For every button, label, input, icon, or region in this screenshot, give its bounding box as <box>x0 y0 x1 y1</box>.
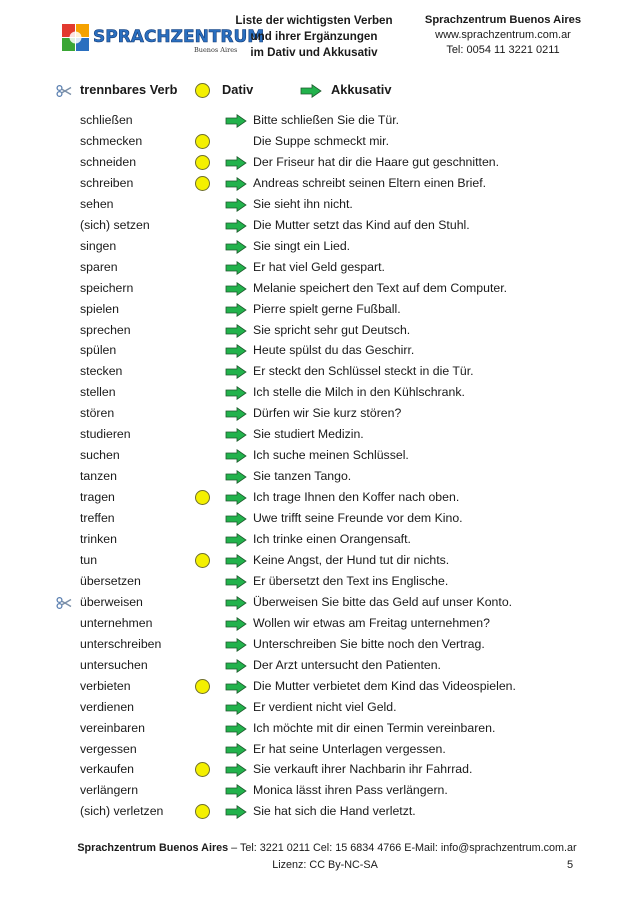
list-item <box>0 279 638 300</box>
title-line: Liste der wichtigsten Verben <box>235 14 393 27</box>
dativ-circle-icon <box>195 134 210 149</box>
list-item <box>0 111 638 132</box>
verb-label: speichern <box>80 280 134 295</box>
example-sentence: Er steckt den Schlüssel steckt in die Tür. <box>253 364 474 379</box>
list-item <box>0 237 638 258</box>
dativ-circle-icon <box>195 83 210 98</box>
verb-label: unterschreiben <box>80 636 162 651</box>
akkusativ-arrow-icon <box>225 240 247 254</box>
verb-label: singen <box>80 238 117 253</box>
verb-label: übersetzen <box>80 573 141 588</box>
akkusativ-arrow-icon <box>225 386 247 400</box>
document-title <box>228 13 400 61</box>
verb-label: verbieten <box>80 678 131 693</box>
list-item <box>0 781 638 802</box>
dativ-circle-icon <box>195 490 210 505</box>
footer-contact: – Tel: 3221 0211 Cel: 15 6834 4766 E-Mail: info@sprachzentrum.com.ar <box>228 842 577 854</box>
list-item <box>0 153 638 174</box>
akkusativ-arrow-icon <box>225 575 247 589</box>
verb-label: (sich) verletzen <box>80 804 164 819</box>
example-sentence: Der Friseur hat dir die Haare gut geschnitten. <box>253 154 500 169</box>
list-item <box>0 404 638 425</box>
akkusativ-arrow-icon <box>225 261 247 275</box>
verb-label: vergessen <box>80 741 137 756</box>
akkusativ-arrow-icon <box>225 324 247 338</box>
verb-label: schneiden <box>80 154 137 169</box>
akkusativ-arrow-icon <box>225 470 247 484</box>
verb-label: stören <box>80 406 115 421</box>
footer-org: Sprachzentrum Buenos Aires <box>77 842 229 854</box>
verb-label: schmecken <box>80 133 143 148</box>
akkusativ-arrow-icon <box>225 344 247 358</box>
akkusativ-arrow-icon <box>225 512 247 526</box>
example-sentence: Keine Angst, der Hund tut dir nichts. <box>253 552 450 567</box>
footer-license: Lizenz: CC By-NC-SA <box>272 859 378 871</box>
example-sentence: Sie spricht sehr gut Deutsch. <box>253 322 411 337</box>
list-item <box>0 740 638 761</box>
title-line: und ihrer Ergänzungen <box>250 30 378 43</box>
example-sentence: Melanie speichert den Text auf dem Computer. <box>253 280 508 295</box>
list-item <box>0 341 638 362</box>
akkusativ-arrow-icon <box>225 701 247 715</box>
logo-wordmark: SPRACHZENTRUM <box>93 27 265 47</box>
verb-label: unternehmen <box>80 615 153 630</box>
list-item <box>0 216 638 237</box>
example-sentence: Sie tanzen Tango. <box>253 469 352 484</box>
akkusativ-arrow-icon <box>225 407 247 421</box>
example-sentence: Ich trage Ihnen den Koffer nach oben. <box>253 490 460 505</box>
akkusativ-arrow-icon <box>225 156 247 170</box>
list-item <box>0 572 638 593</box>
list-item <box>0 425 638 446</box>
list-item <box>0 719 638 740</box>
verb-label: tun <box>80 552 98 567</box>
akkusativ-arrow-icon <box>225 722 247 736</box>
akkusativ-arrow-icon <box>225 491 247 505</box>
verb-label: spielen <box>80 301 119 316</box>
akkusativ-arrow-icon <box>300 84 322 98</box>
akkusativ-arrow-icon <box>225 680 247 694</box>
example-sentence: Ich möchte mit dir einen Termin vereinbaren. <box>253 720 496 735</box>
example-sentence: Die Suppe schmeckt mir. <box>253 133 389 148</box>
contact-phone: Tel: 0054 11 3221 0211 <box>446 44 560 56</box>
akkusativ-arrow-icon <box>225 617 247 631</box>
verb-label: stecken <box>80 364 123 379</box>
list-item <box>0 614 638 635</box>
verb-label: schließen <box>80 113 133 127</box>
akkusativ-arrow-icon <box>225 638 247 652</box>
list-item <box>0 593 638 614</box>
list-item <box>0 321 638 342</box>
list-item <box>0 174 638 195</box>
akkusativ-arrow-icon <box>225 449 247 463</box>
example-sentence: Andreas schreibt seinen Eltern einen Brief. <box>253 175 487 190</box>
verb-label: tanzen <box>80 469 117 484</box>
list-item <box>0 362 638 383</box>
verb-label: vereinbaren <box>80 720 145 735</box>
verb-label: verdienen <box>80 699 135 714</box>
title-line: im Dativ und Akkusativ <box>250 46 378 59</box>
verb-label: stellen <box>80 385 116 400</box>
akkusativ-arrow-icon <box>225 659 247 673</box>
column-dativ: Dativ <box>222 82 254 97</box>
verb-label: treffen <box>80 511 115 526</box>
list-item <box>0 132 638 153</box>
akkusativ-arrow-icon <box>225 533 247 547</box>
column-akkusativ: Akkusativ <box>331 82 392 97</box>
list-item <box>0 698 638 719</box>
example-sentence: Überweisen Sie bitte das Geld auf unser Konto. <box>253 594 513 609</box>
list-item <box>0 635 638 656</box>
example-sentence: Sie hat sich die Hand verletzt. <box>253 804 416 819</box>
example-sentence: Pierre spielt gerne Fußball. <box>253 301 401 316</box>
example-sentence: Ich trinke einen Orangensaft. <box>253 532 411 546</box>
example-sentence: Heute spülst du das Geschirr. <box>253 343 415 358</box>
list-item <box>0 300 638 321</box>
example-sentence: Wollen wir etwas am Freitag unternehmen? <box>253 615 490 630</box>
akkusativ-arrow-icon <box>225 428 247 442</box>
verb-label: trinken <box>80 532 117 546</box>
example-sentence: Ich suche meinen Schlüssel. <box>253 448 409 463</box>
page-number: 5 <box>567 859 574 871</box>
scissors-icon <box>56 84 72 98</box>
example-sentence: Sie verkauft ihrer Nachbarin ihr Fahrrad. <box>253 762 473 777</box>
contact-info <box>418 13 588 58</box>
example-sentence: Sie studiert Medizin. <box>253 427 364 442</box>
verb-label: schreiben <box>80 175 134 190</box>
example-sentence: Sie sieht ihn nicht. <box>253 196 353 211</box>
dativ-circle-icon <box>195 762 210 777</box>
verb-label: suchen <box>80 448 120 463</box>
example-sentence: Die Mutter verbietet dem Kind das Videospielen. <box>253 678 516 693</box>
example-sentence: Er verdient nicht viel Geld. <box>253 699 397 714</box>
example-sentence: Ich stelle die Milch in den Kühlschrank. <box>253 385 465 400</box>
list-item <box>0 551 638 572</box>
akkusativ-arrow-icon <box>225 114 247 128</box>
akkusativ-arrow-icon <box>225 282 247 296</box>
dativ-circle-icon <box>195 679 210 694</box>
example-sentence: Er übersetzt den Text ins Englische. <box>253 573 449 588</box>
contact-name: Sprachzentrum Buenos Aires <box>424 14 582 26</box>
akkusativ-arrow-icon <box>225 805 247 819</box>
dativ-circle-icon <box>195 804 210 819</box>
column-headers <box>0 82 638 100</box>
akkusativ-arrow-icon <box>225 198 247 212</box>
verb-label: sparen <box>80 259 118 274</box>
verb-label: (sich) setzen <box>80 217 150 232</box>
list-item <box>0 383 638 404</box>
list-item <box>0 677 638 698</box>
verb-label: untersuchen <box>80 657 148 672</box>
verb-label: sprechen <box>80 322 131 337</box>
akkusativ-arrow-icon <box>225 743 247 757</box>
page-header <box>0 0 638 80</box>
column-verb: trennbares Verb <box>80 82 178 97</box>
verb-label: studieren <box>80 427 131 442</box>
example-sentence: Dürfen wir Sie kurz stören? <box>253 406 402 421</box>
list-item <box>0 530 638 551</box>
example-sentence: Monica lässt ihren Pass verlängern. <box>253 783 448 798</box>
list-item <box>0 195 638 216</box>
dativ-circle-icon <box>195 155 210 170</box>
akkusativ-arrow-icon <box>225 784 247 798</box>
akkusativ-arrow-icon <box>225 596 247 610</box>
example-sentence: Unterschreiben Sie bitte noch den Vertrag. <box>253 636 485 651</box>
verb-label: verkaufen <box>80 762 135 777</box>
verb-label: tragen <box>80 490 115 505</box>
verb-label: verlängern <box>80 783 139 798</box>
dativ-circle-icon <box>195 553 210 568</box>
example-sentence: Er hat viel Geld gespart. <box>253 259 385 274</box>
contact-website: www.sprachzentrum.com.ar <box>435 29 571 41</box>
example-sentence: Der Arzt untersucht den Patienten. <box>253 657 441 672</box>
list-item <box>0 467 638 488</box>
list-item <box>0 446 638 467</box>
akkusativ-arrow-icon <box>225 554 247 568</box>
list-item <box>0 656 638 677</box>
example-sentence: Sie singt ein Lied. <box>253 238 351 253</box>
dativ-circle-icon <box>195 176 210 191</box>
example-sentence: Uwe trifft seine Freunde vor dem Kino. <box>253 511 463 526</box>
akkusativ-arrow-icon <box>225 177 247 191</box>
verb-label: spülen <box>80 343 117 358</box>
example-sentence: Die Mutter setzt das Kind auf den Stuhl. <box>253 217 470 232</box>
example-sentence: Er hat seine Unterlagen vergessen. <box>253 741 446 756</box>
verb-label: sehen <box>80 196 114 211</box>
logo-subtext: Buenos Aires <box>194 46 238 54</box>
akkusativ-arrow-icon <box>225 219 247 233</box>
example-sentence: Bitte schließen Sie die Tür. <box>253 113 400 127</box>
akkusativ-arrow-icon <box>225 763 247 777</box>
akkusativ-arrow-icon <box>225 365 247 379</box>
scissors-icon <box>56 596 72 610</box>
list-item <box>0 488 638 509</box>
sprachzentrum-logo <box>62 20 265 58</box>
list-item <box>0 760 638 781</box>
akkusativ-arrow-icon <box>225 303 247 317</box>
verb-label: überweisen <box>80 594 143 609</box>
list-item <box>0 802 638 823</box>
list-item <box>0 509 638 530</box>
list-item <box>0 258 638 279</box>
